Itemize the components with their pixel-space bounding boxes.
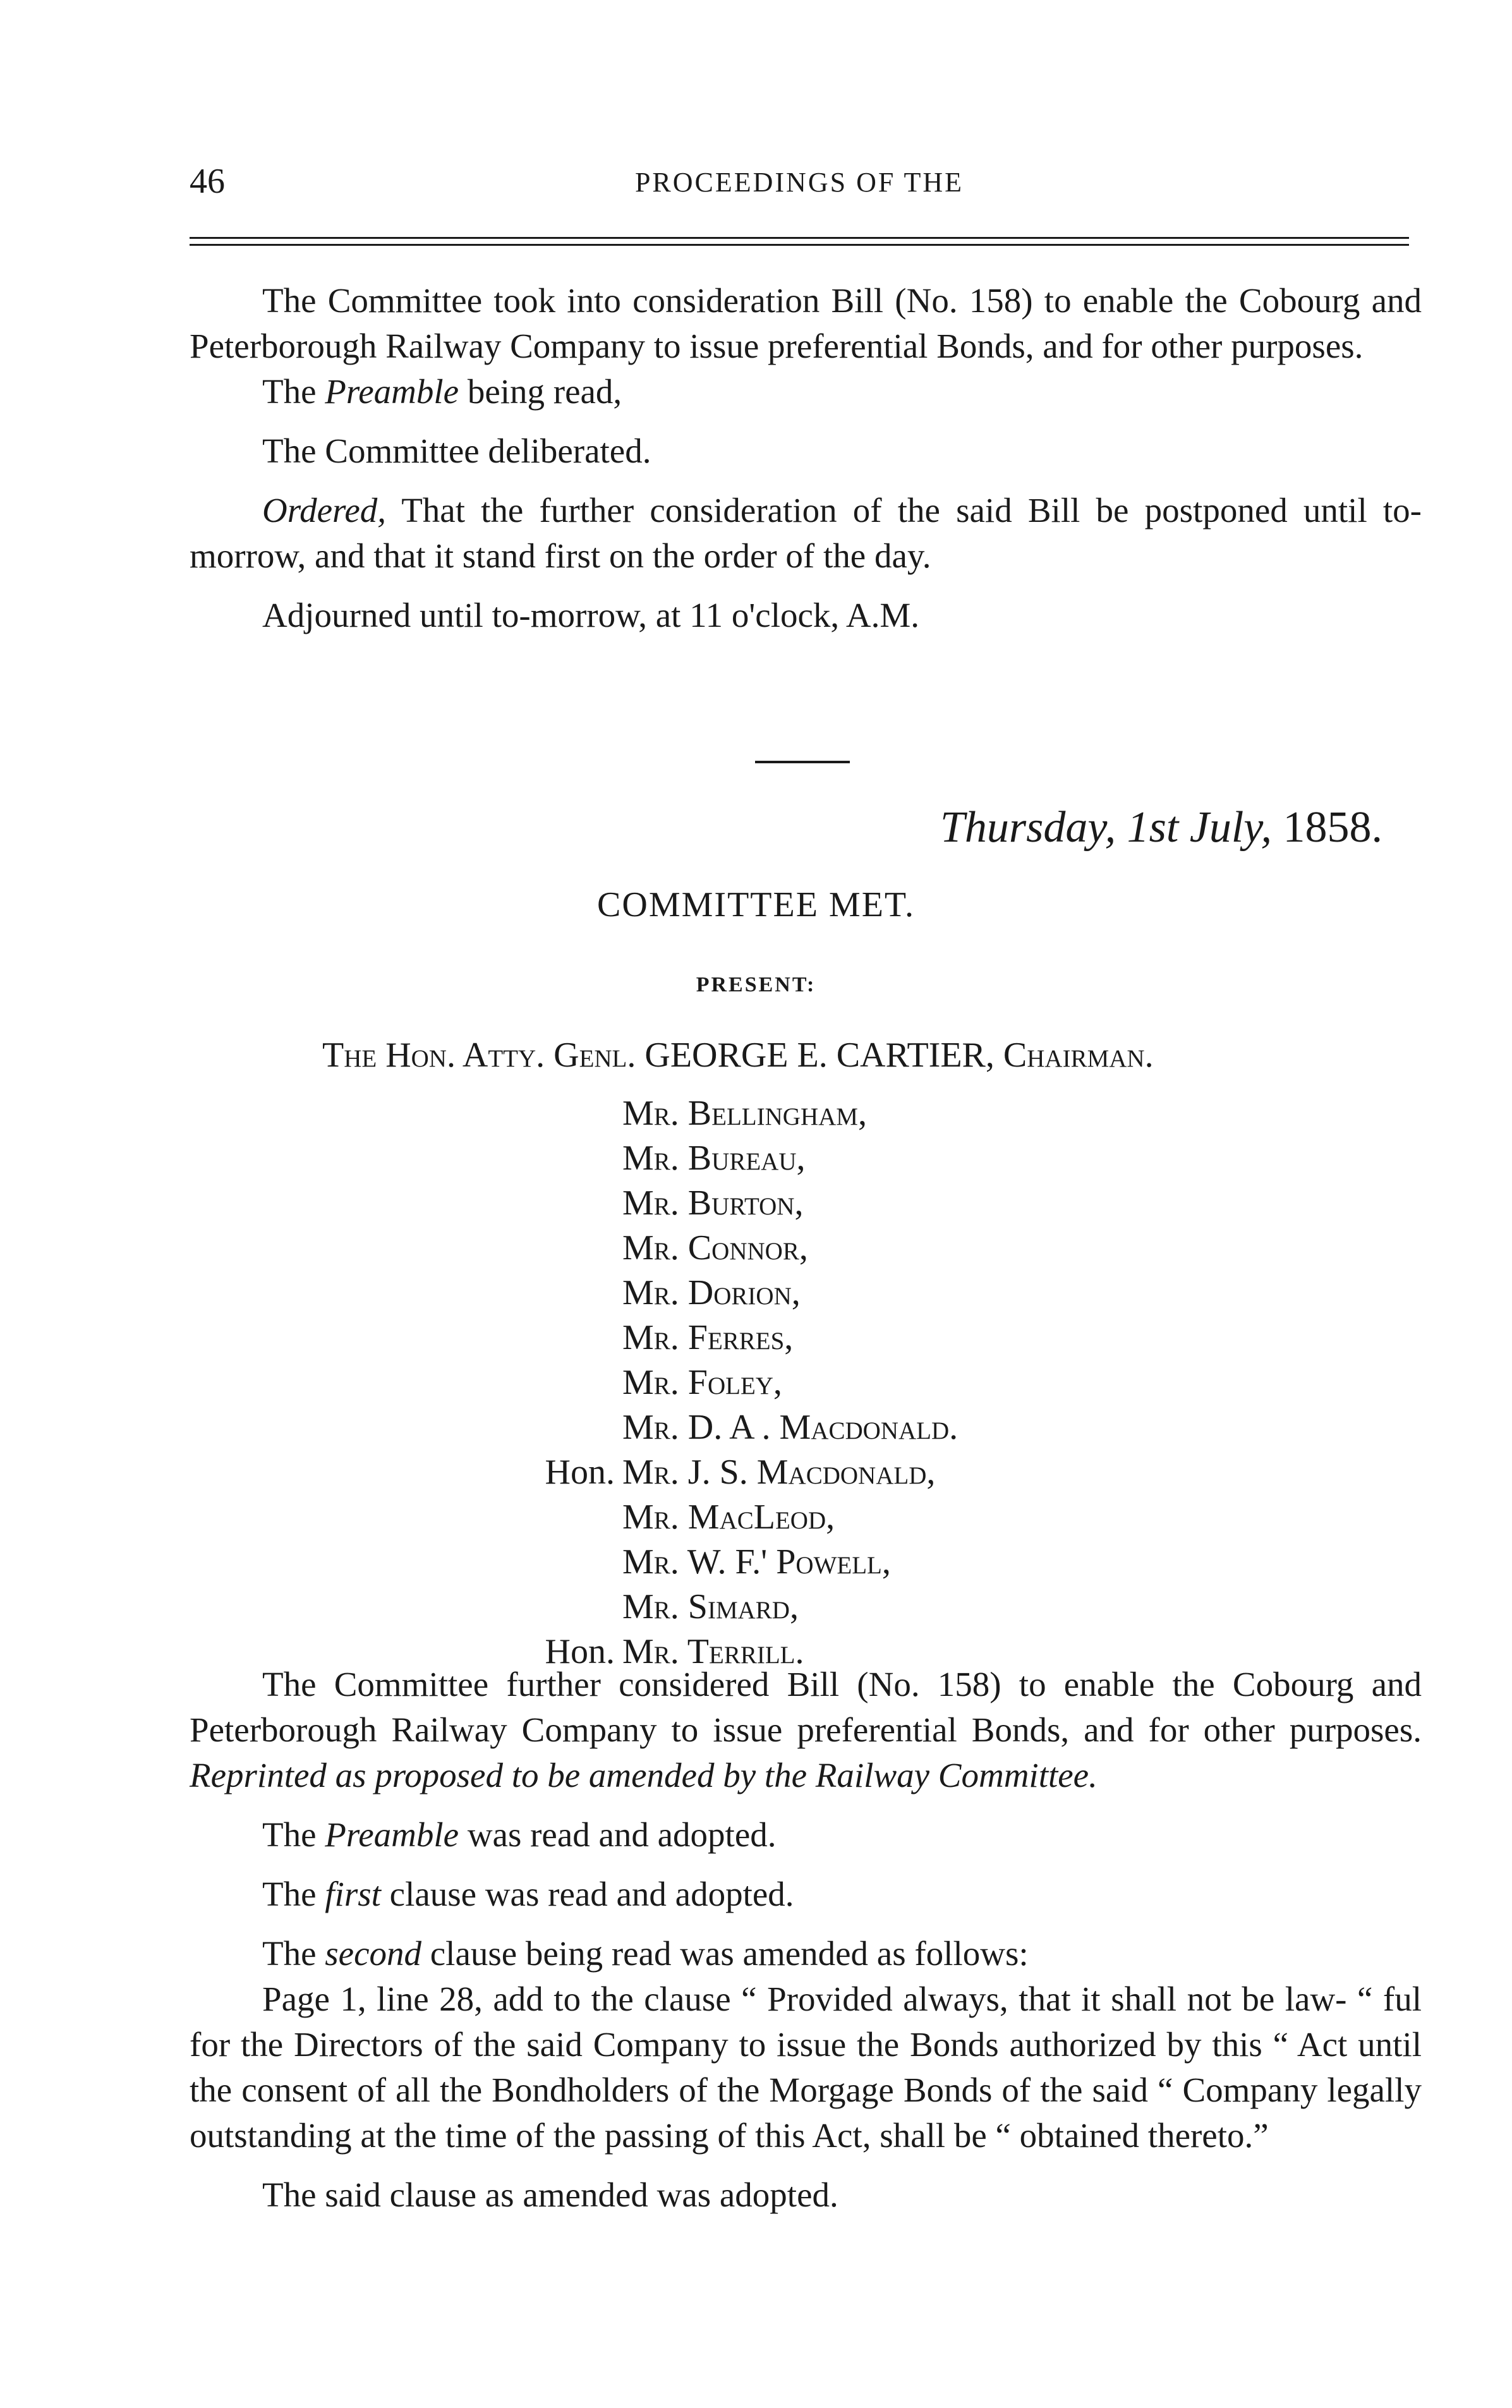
first-clause-italic: first bbox=[325, 1875, 381, 1913]
preamble-read-suffix: being read, bbox=[459, 372, 622, 411]
member-name: Mr. Bellingham, bbox=[622, 1094, 867, 1133]
intro-section bbox=[190, 278, 1422, 638]
member-row bbox=[0, 1452, 1512, 1497]
meeting-date bbox=[940, 802, 1382, 853]
member-name: Mr. W. F.' Powell, bbox=[622, 1542, 891, 1582]
member-prefix: Hon. bbox=[545, 1632, 615, 1671]
page-header bbox=[190, 161, 1409, 212]
member-row bbox=[0, 1497, 1512, 1542]
preamble-adopted-paragraph bbox=[190, 1812, 1422, 1858]
second-clause-paragraph bbox=[190, 1931, 1422, 1976]
member-name: Mr. Dorion, bbox=[622, 1273, 801, 1312]
member-name: Mr. Terrill. bbox=[622, 1632, 804, 1671]
member-row bbox=[0, 1273, 1512, 1317]
member-name: Mr. Burton, bbox=[622, 1183, 804, 1223]
chairman-name: GEORGE E. CARTIER, bbox=[644, 1036, 995, 1075]
member-name: Mr. Foley, bbox=[622, 1363, 782, 1402]
preamble-read-prefix: The bbox=[262, 372, 325, 411]
chairman-title: Chairman. bbox=[1003, 1036, 1154, 1075]
adjourned-paragraph: Adjourned until to-morrow, at 11 o'clock, A.M. bbox=[262, 596, 919, 634]
member-row bbox=[0, 1138, 1512, 1183]
member-name: Mr. Bureau, bbox=[622, 1139, 806, 1178]
further-considered-text: The Committee further considered Bill (No. 158) to enable the Cobourg and Peterborough Railway Company to issue preferential Bonds, and for other purposes. bbox=[190, 1665, 1422, 1749]
member-row bbox=[0, 1228, 1512, 1273]
member-name: Mr. J. S. Macdonald, bbox=[622, 1453, 936, 1492]
meeting-date-year: 1858. bbox=[1272, 803, 1382, 852]
member-row bbox=[0, 1317, 1512, 1362]
deliberated-paragraph: The Committee deliberated. bbox=[262, 432, 651, 470]
preamble-adopted-prefix: The bbox=[262, 1815, 325, 1854]
reprinted-note: Reprinted as proposed to be amended by the Railway Committee. bbox=[190, 1756, 1098, 1794]
chairman-prefix: The Hon. Atty. Genl. bbox=[322, 1036, 636, 1075]
running-head: PROCEEDINGS OF THE bbox=[634, 167, 964, 198]
second-clause-suffix: clause being read was amended as follows: bbox=[421, 1934, 1029, 1973]
member-row bbox=[0, 1542, 1512, 1587]
member-row bbox=[0, 1407, 1512, 1452]
member-name: Mr. D. A . Macdonald. bbox=[622, 1408, 959, 1447]
members-list bbox=[0, 1093, 1512, 1676]
member-name: Mr. Connor, bbox=[622, 1228, 808, 1268]
amendment-paragraph: Page 1, line 28, add to the clause “ Provided always, that it shall not be law- “ ful for the Directors of the said Company to issue the Bonds authorized by this “ Act until the consent of all the Bondholders of the Morgage Bonds of the said “ Company legally outstanding at the time of the passing of this Act, shall be “ obtained thereto.” bbox=[190, 1980, 1422, 2155]
bill-consideration-paragraph: The Committee took into consideration Bill (No. 158) to enable the Cobourg and Peterborough Railway Company to issue preferential Bonds, and for other purposes. bbox=[190, 281, 1422, 365]
section-divider bbox=[755, 761, 850, 763]
preamble-read-paragraph bbox=[190, 369, 1422, 414]
header-double-rule bbox=[190, 237, 1409, 246]
preamble-adopted-italic: Preamble bbox=[325, 1815, 459, 1854]
ordered-text: That the further consideration of the said Bill be postponed until to-morrow, and that it stand first on the order of the day. bbox=[190, 491, 1422, 575]
proceedings-section bbox=[190, 1662, 1422, 2218]
member-row bbox=[0, 1183, 1512, 1228]
member-row bbox=[0, 1093, 1512, 1138]
page-number: 46 bbox=[190, 162, 225, 201]
first-clause-suffix: clause was read and adopted. bbox=[380, 1875, 794, 1913]
ordered-italic: Ordered, bbox=[262, 491, 387, 529]
member-row bbox=[0, 1362, 1512, 1407]
second-clause-prefix: The bbox=[262, 1934, 325, 1973]
preamble-italic: Preamble bbox=[325, 372, 459, 411]
second-clause-italic: second bbox=[325, 1934, 421, 1973]
clause-adopted-paragraph: The said clause as amended was adopted. bbox=[262, 2175, 838, 2214]
meeting-date-italic: Thursday, 1st July, bbox=[940, 803, 1272, 852]
chairman-line bbox=[322, 1035, 1154, 1075]
first-clause-paragraph bbox=[190, 1872, 1422, 1917]
present-heading: PRESENT: bbox=[696, 973, 816, 996]
preamble-adopted-suffix: was read and adopted. bbox=[459, 1815, 777, 1854]
member-row bbox=[0, 1587, 1512, 1631]
ordered-paragraph bbox=[190, 488, 1422, 579]
further-considered-paragraph bbox=[190, 1662, 1422, 1798]
member-name: Mr. MacLeod, bbox=[622, 1497, 835, 1537]
member-name: Mr. Ferres, bbox=[622, 1318, 794, 1357]
member-name: Mr. Simard, bbox=[622, 1587, 799, 1626]
first-clause-prefix: The bbox=[262, 1875, 325, 1913]
member-prefix: Hon. bbox=[545, 1453, 615, 1492]
committee-met-heading: COMMITTEE MET. bbox=[597, 885, 915, 924]
